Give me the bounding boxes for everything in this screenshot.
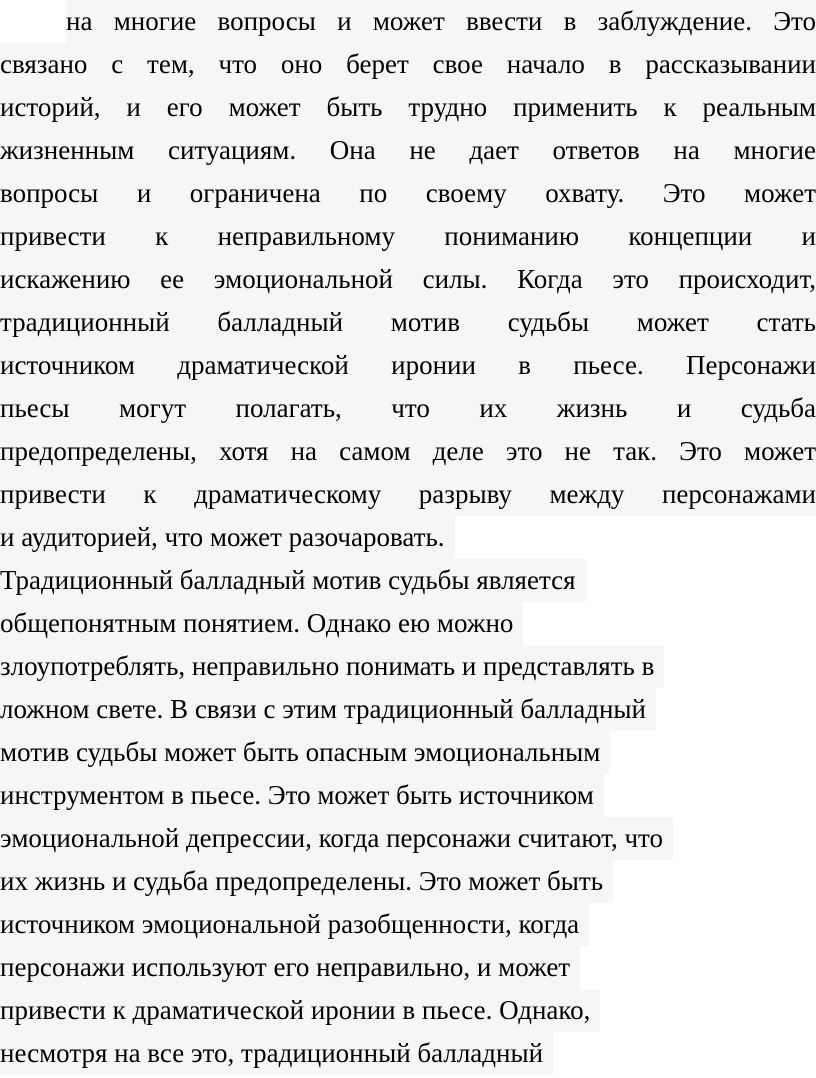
text-line: мотив судьбы может быть опасным эмоциональным	[0, 731, 610, 774]
text-line: на многие вопросы и может ввести в заблуждение. Это	[66, 0, 816, 43]
text-line: инструментом в пьесе. Это может быть источником	[0, 774, 604, 817]
text-line: пьесы могут полагать, что их жизнь и судьба	[0, 387, 816, 430]
text-line: общепонятным понятием. Однако ею можно	[0, 602, 523, 645]
text-line: ложном свете. В связи с этим традиционный балладный	[0, 688, 656, 731]
text-line: жизненным ситуациям. Она не дает ответов на многие	[0, 129, 816, 172]
text-line: историй, и его может быть трудно применить к реальным	[0, 86, 816, 129]
text-line: искажению ее эмоциональной силы. Когда это происходит,	[0, 258, 816, 301]
text-line: источником драматической иронии в пьесе. Персонажи	[0, 344, 816, 387]
text-line: Традиционный балладный мотив судьбы является	[0, 559, 586, 602]
text-line: привести к драматическому разрыву между персонажами	[0, 473, 816, 516]
text-line: привести к драматической иронии в пьесе. Однако,	[0, 989, 600, 1032]
text-line: и аудиторией, что может разочаровать.	[0, 516, 455, 559]
text-line: персонажи используют его неправильно, и может	[0, 946, 580, 989]
text-line: злоупотреблять, неправильно понимать и представлять в	[0, 645, 664, 688]
text-line: привести к неправильному пониманию концепции и	[0, 215, 816, 258]
text-line: несмотря на все это, традиционный балладный	[0, 1032, 553, 1075]
text-line: их жизнь и судьба предопределены. Это может быть	[0, 860, 613, 903]
text-line: традиционный балладный мотив судьбы может стать	[0, 301, 816, 344]
text-line: вопросы и ограничена по своему охвату. Это может	[0, 172, 816, 215]
text-line: источником эмоциональной разобщенности, когда	[0, 903, 589, 946]
text-line: эмоциональной депрессии, когда персонажи считают, что	[0, 817, 673, 860]
text-line: связано с тем, что оно берет свое начало в рассказывании	[0, 43, 816, 86]
text-line: предопределены, хотя на самом деле это не так. Это может	[0, 430, 816, 473]
